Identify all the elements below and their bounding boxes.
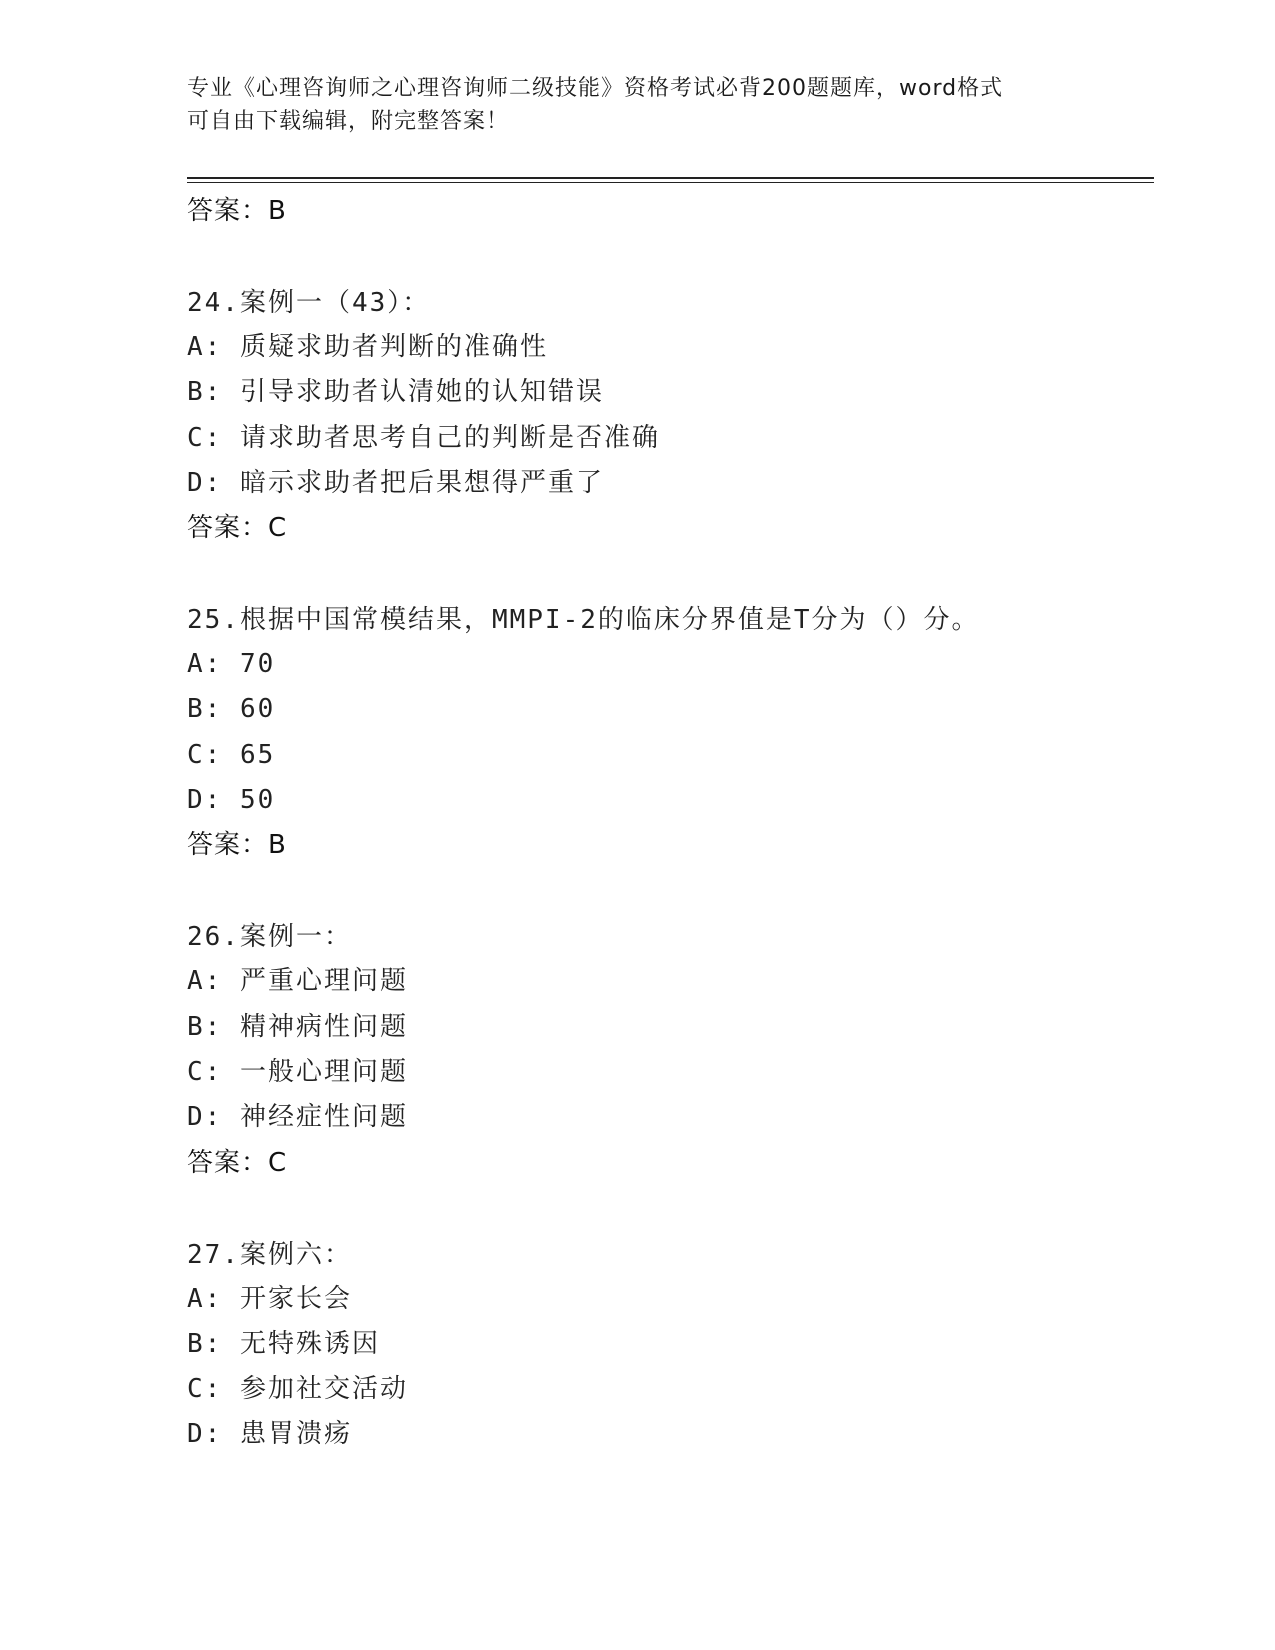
option-d: D: 神经症性问题 (187, 1102, 408, 1133)
option-d: D: 患胃溃疡 (187, 1419, 352, 1450)
option-a: A: 质疑求助者判断的准确性 (187, 332, 548, 362)
spacer (187, 1186, 1154, 1233)
answer-line: 答案：B (187, 196, 287, 226)
header-rule-thin (187, 182, 1154, 183)
question-block (187, 915, 1154, 1232)
question-block (187, 1233, 1154, 1458)
option-c: C: 65 (187, 739, 276, 770)
spacer (187, 234, 1154, 281)
option-a: A: 70 (187, 649, 276, 680)
header-rule-thick (187, 177, 1154, 179)
option-b: B: 引导求助者认清她的认知错误 (187, 377, 604, 408)
option-c: C: 一般心理问题 (187, 1056, 408, 1087)
option-c: C: 请求助者思考自己的判断是否准确 (187, 422, 660, 453)
option-b: B: 精神病性问题 (187, 1011, 408, 1042)
answer-line: 答案：C (187, 513, 288, 544)
option-b: B: 无特殊诱因 (187, 1328, 380, 1359)
question-title: 26.案例一： (187, 922, 352, 953)
question-block (187, 598, 1154, 915)
option-c: C: 参加社交活动 (187, 1374, 408, 1405)
question-title: 25.根据中国常模结果，MMPI-2的临床分界值是T分为（）分。 (187, 605, 980, 636)
option-a: A: 开家长会 (187, 1283, 352, 1314)
option-a: A: 严重心理问题 (187, 966, 408, 997)
spacer (187, 551, 1154, 598)
option-b: B: 60 (187, 694, 276, 725)
question-block (187, 281, 1154, 598)
header-line-1: 专业《心理咨询师之心理咨询师二级技能》资格考试必背200题题库，word格式 (187, 76, 1004, 101)
question-title: 24.案例一（43）： (187, 288, 431, 318)
question-title: 27.案例六： (187, 1239, 352, 1270)
header-line-2: 可自由下载编辑，附完整答案！ (187, 109, 510, 134)
option-d: D: 50 (187, 785, 276, 816)
answer-line: 答案：C (187, 1147, 288, 1178)
document-header (187, 72, 1087, 138)
answer-line: 答案：B (187, 830, 287, 861)
question-list (187, 189, 1154, 1458)
spacer (187, 868, 1154, 915)
option-d: D: 暗示求助者把后果想得严重了 (187, 467, 604, 498)
